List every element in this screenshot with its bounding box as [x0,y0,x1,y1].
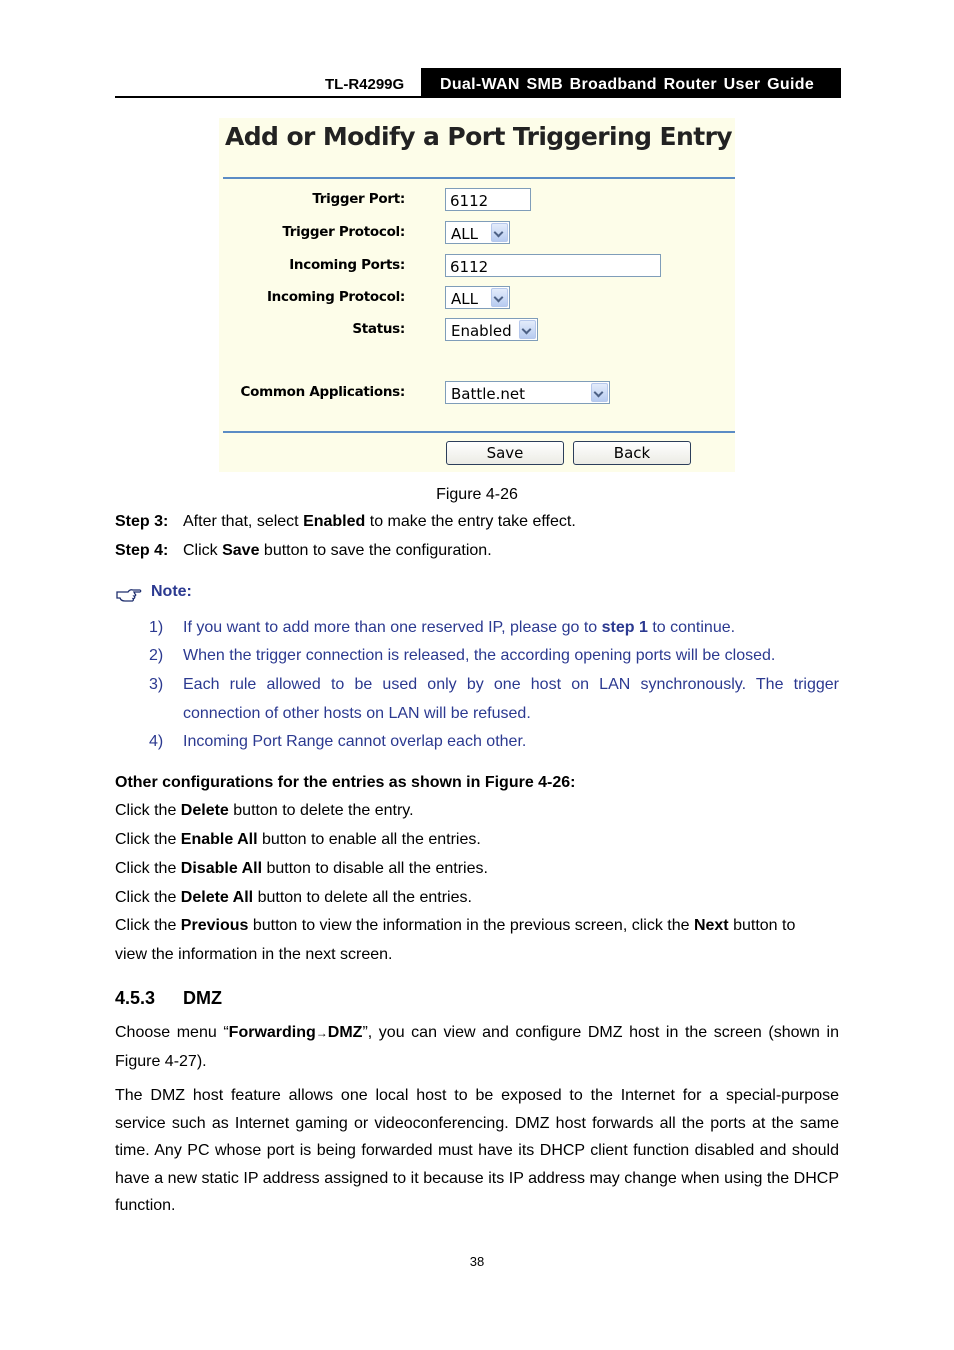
section-number: 4.5.3 [115,988,156,1008]
figure-caption: Figure 4-26 [436,486,518,503]
common-applications-select[interactable] [445,381,610,404]
chevron-down-icon[interactable] [519,320,536,339]
dmz-description-paragraph: The DMZ host feature allows one local host to be exposed to the Internet for a special-purpose service such as Internet gaming or videoconferencing. DMZ host forwards all the ports at the same time. Any PC whose port is being forwarded must have its DHCP client function disabled and should have a new static IP address assigned to it because its IP address may change when using the DHCP function. [115,1087,839,1214]
incoming-ports-input[interactable]: 6112 [445,254,661,277]
delete-all-line: Click the Delete All button to delete all the entries. [115,889,472,906]
header-rule [115,96,841,98]
page-number: 38 [469,1254,485,1269]
step-4-label: Step 4: [115,542,169,559]
note-item-1-text: If you want to add more than one reserved IP, please go to step 1 to continue. [183,619,736,636]
header-model: TL-R4299G [325,76,405,93]
step-3-label: Step 3: [115,513,169,530]
port-triggering-panel [219,118,735,472]
status-select[interactable] [445,318,538,341]
disable-all-line: Click the Disable All button to disable all the entries. [115,860,488,877]
chevron-down-icon[interactable] [491,223,508,242]
trigger-port-input[interactable]: 6112 [445,188,531,211]
incoming-protocol-select[interactable] [445,286,510,309]
note-item-1-number: 1) [149,619,164,636]
chevron-down-icon[interactable] [491,288,508,307]
status-label: Status: [352,321,405,337]
trigger-protocol-label: Trigger Protocol: [282,224,405,240]
panel-top-rule [223,177,735,179]
trigger-protocol-value: ALL [451,225,478,243]
note-item-3-line-2: connection of other hosts on LAN will be refused. [183,705,531,722]
common-applications-label: Common Applications: [240,384,405,400]
trigger-protocol-select[interactable] [445,221,510,244]
dmz-menu-paragraph: Choose menu “Forwarding→DMZ”, you can view and configure DMZ host in the screen (shown in Figure 4-27). [115,1024,839,1070]
enable-all-line: Click the Enable All button to enable all the entries. [115,831,481,848]
chevron-down-icon[interactable] [591,383,608,402]
panel-title: Add or Modify a Port Triggering Entry [225,122,732,151]
trigger-port-label: Trigger Port: [312,191,405,207]
note-item-3-number: 3) [149,676,164,693]
section-title: DMZ [183,988,222,1008]
common-applications-value: Battle.net [451,385,526,403]
incoming-protocol-value: ALL [451,290,478,308]
previous-next-line-2: view the information in the next screen. [115,946,393,963]
save-button[interactable]: Save [446,441,564,465]
note-item-4-text: Incoming Port Range cannot overlap each other. [183,733,527,750]
header-guide-title: Dual-WAN SMB Broadband Router User Guide [421,68,841,98]
step-3-text: After that, select Enabled to make the entry take effect. [183,513,576,530]
panel-bottom-rule [223,431,735,433]
back-button[interactable]: Back [573,441,691,465]
delete-line: Click the Delete button to delete the entry. [115,802,414,819]
incoming-protocol-label: Incoming Protocol: [266,289,405,305]
note-item-2-text: When the trigger connection is released, the according opening ports will be closed. [183,647,776,664]
other-config-heading: Other configurations for the entries as shown in Figure 4-26: [115,774,576,791]
previous-next-line: Click the Previous button to view the information in the previous screen, click the Next button to [115,917,796,934]
note-item-3-line-1: Each rule allowed to be used only by one host on LAN synchronously. The trigger [183,676,839,693]
step-4-text: Click Save button to save the configuration. [183,542,492,559]
note-label: Note: [151,583,192,600]
note-item-2-number: 2) [149,647,164,664]
note-item-4-number: 4) [149,733,164,750]
status-value: Enabled [451,322,512,340]
incoming-ports-label: Incoming Ports: [289,257,405,273]
pointing-hand-icon [116,587,142,603]
